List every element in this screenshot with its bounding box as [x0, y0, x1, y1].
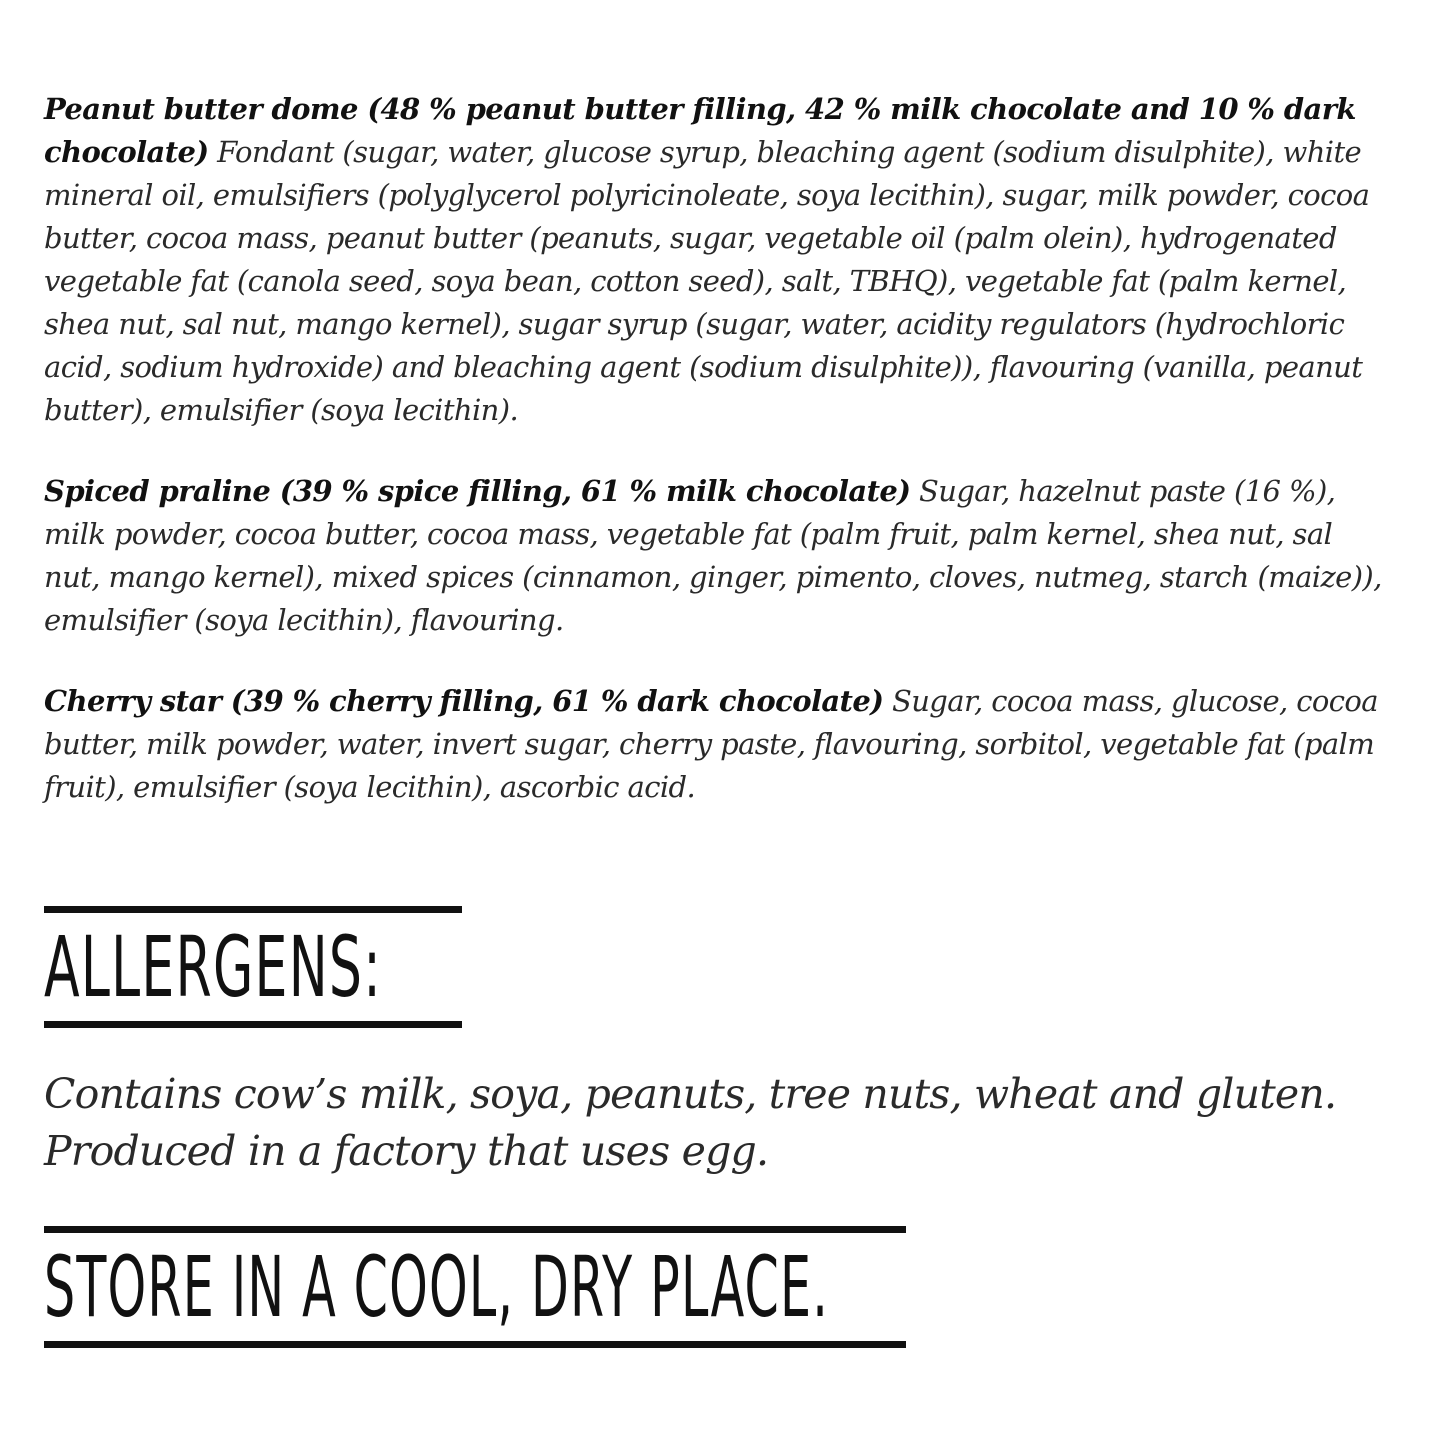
ingredients-list — [44, 88, 1384, 847]
ingredient-title: Peanut butter dome (48 % peanut butter filling, 42 % milk chocolate and 10 % dark chocolate) — [44, 92, 1356, 169]
ingredient-description: Sugar, cocoa mass, glucose, cocoa butter, milk powder, water, invert sugar, cherry paste, flavouring, sorbitol, vegetable fat (palm fruit), emulsifier (soya lecithin), ascorbic acid. — [44, 684, 1378, 804]
divider — [44, 1226, 906, 1233]
storage-heading-block — [44, 1226, 906, 1348]
divider — [44, 906, 462, 913]
ingredient-description: Sugar, hazelnut paste (16 %), milk powder, cocoa butter, cocoa mass, vegetable fat (palm fruit, palm kernel, shea nut, sal nut, mango kernel), mixed spices (cinnamon, ginger, pimento, cloves, nutmeg, starch (maize)), emulsifier (soya lecithin), flavouring. — [44, 474, 1382, 637]
storage-heading: STORE IN A COOL, DRY PLACE. — [44, 1238, 830, 1336]
ingredient-title: Cherry star (39 % cherry filling, 61 % dark chocolate) — [44, 684, 884, 718]
ingredient-description: Fondant (sugar, water, glucose syrup, bleaching agent (sodium disulphite), white mineral oil, emulsifiers (polyglycerol polyricinoleate, soya lecithin), sugar, milk powder, cocoa butter, cocoa mass, peanut butter (peanuts, sugar, vegetable oil (palm olein), hydrogenated vegetable fat (canola seed, soya bean, cotton seed), salt, TBHQ), vegetable fat (palm kernel, shea nut, sal nut, mango kernel), sugar syrup (sugar, water, acidity regulators (hydrochloric acid, sodium hydroxide) and bleaching agent (sodium disulphite)), flavouring (vanilla, peanut butter), emulsifier (soya lecithin). — [44, 135, 1370, 427]
divider — [44, 1021, 462, 1028]
ingredient-peanut-butter-dome — [44, 88, 1384, 432]
ingredient-spiced-praline — [44, 470, 1384, 642]
ingredient-title: Spiced praline (39 % spice filling, 61 % milk chocolate) — [44, 474, 911, 508]
divider — [44, 1341, 906, 1348]
ingredient-cherry-star — [44, 680, 1384, 809]
allergens-statement: Contains cow’s milk, soya, peanuts, tree nuts, wheat and gluten. Produced in a factory that uses egg. — [44, 1070, 1337, 1175]
allergens-heading-block — [44, 906, 462, 1028]
allergens-heading: ALLERGENS: — [44, 918, 382, 1016]
